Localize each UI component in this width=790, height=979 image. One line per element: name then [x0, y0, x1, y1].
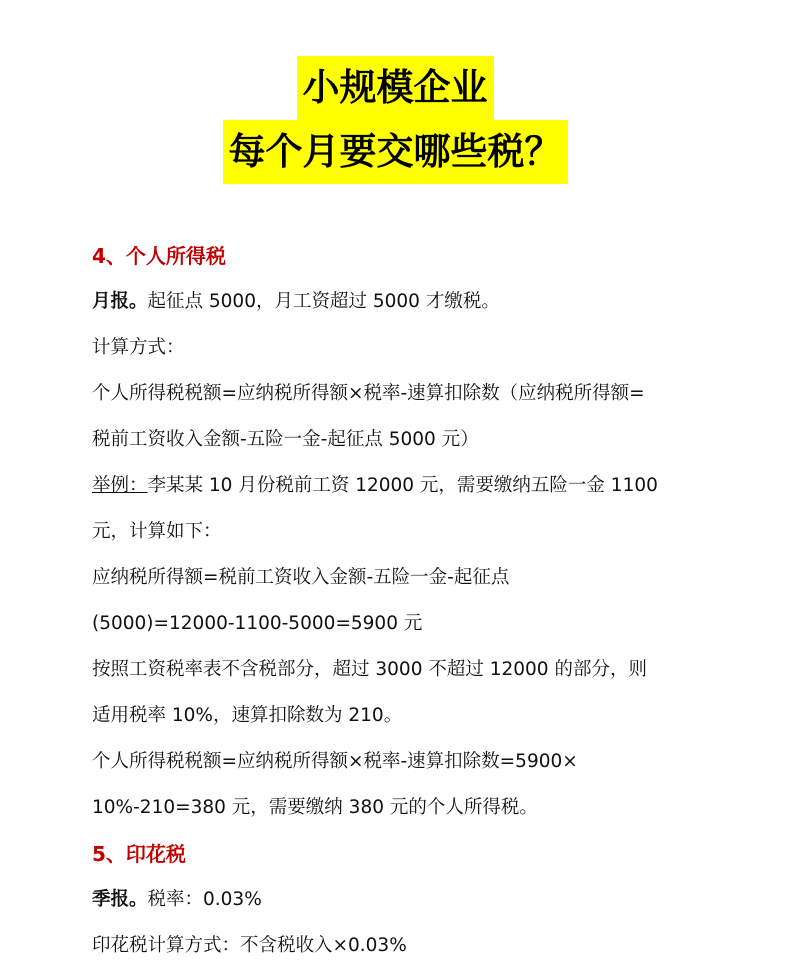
- title-line-1-wrap: [0, 56, 790, 120]
- section-heading-stamp-tax: 5、印花税: [92, 842, 186, 866]
- example-line-2: 元，计算如下：: [92, 521, 222, 542]
- page-title-line-2: 每个月要交哪些税？: [223, 120, 568, 184]
- taxable-income-line-2: (5000)=12000-1100-5000=5900 元: [92, 613, 423, 634]
- page-title-line-1: 小规模企业: [297, 56, 494, 120]
- calc-method-label: 计算方式：: [92, 337, 185, 358]
- article-body: [92, 233, 772, 969]
- taxable-income-line-1: 应纳税所得额=税前工资收入金额-五险一金-起征点: [92, 567, 510, 588]
- title-line-2-wrap: [0, 120, 790, 184]
- section-heading-income-tax: 4、个人所得税: [92, 244, 226, 268]
- example-line-1: [92, 463, 772, 509]
- tax-result-line-2: 10%-210=380 元，需要缴纳 380 元的个人所得税。: [92, 797, 538, 818]
- stamp-tax-lead-text: 税率：0.03%: [147, 889, 262, 910]
- stamp-tax-lead-bold: 季报。: [92, 889, 148, 910]
- stamp-tax-lead: [92, 877, 772, 923]
- tax-rate-line-2: 适用税率 10%，速算扣除数为 210。: [92, 705, 403, 726]
- income-tax-lead-bold: 月报。: [92, 291, 148, 312]
- tax-rate-line-1: 按照工资税率表不含税部分，超过 3000 不超过 12000 的部分，则: [92, 659, 647, 680]
- formula-line-1: 个人所得税税额=应纳税所得额×税率-速算扣除数（应纳税所得额=: [92, 383, 645, 404]
- income-tax-lead: [92, 279, 772, 325]
- tax-result-line-1: 个人所得税税额=应纳税所得额×税率-速算扣除数=5900×: [92, 751, 578, 772]
- example-label: 举例：: [92, 475, 148, 496]
- income-tax-lead-text: 起征点 5000，月工资超过 5000 才缴税。: [147, 291, 500, 312]
- formula-line-2: 税前工资收入金额-五险一金-起征点 5000 元）: [92, 429, 479, 450]
- example-text: 李某某 10 月份税前工资 12000 元，需要缴纳五险一金 1100: [147, 475, 658, 496]
- stamp-tax-calc-line: 印花税计算方式：不含税收入×0.03%: [92, 935, 407, 956]
